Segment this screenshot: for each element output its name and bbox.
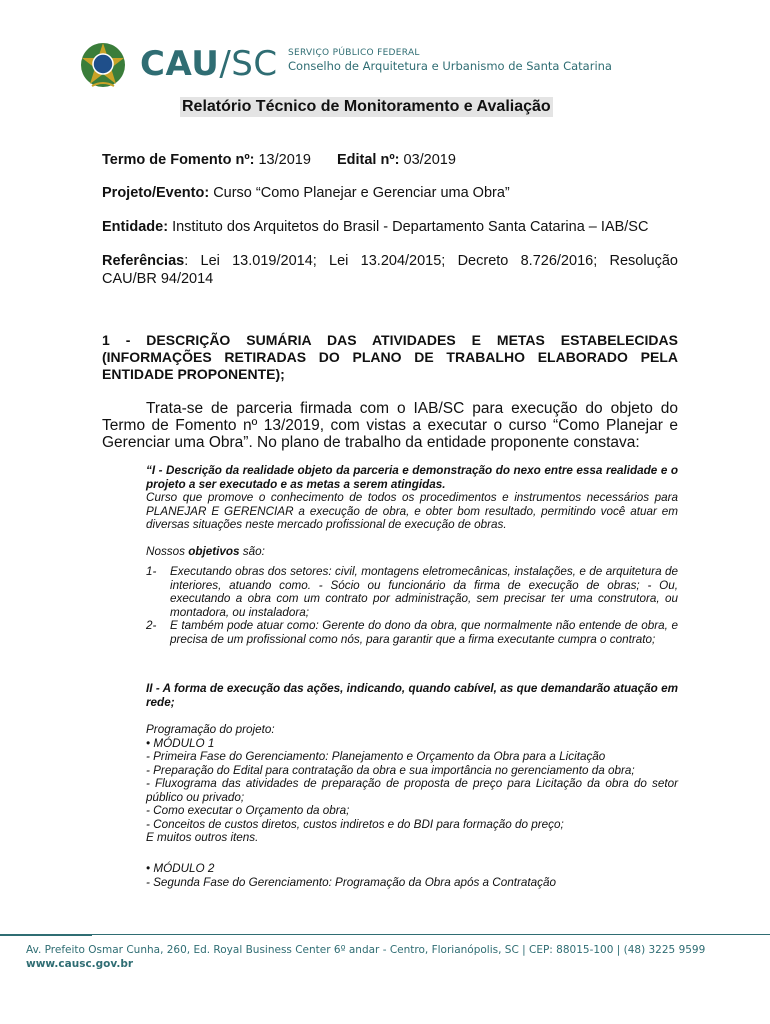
objective-number: 1- xyxy=(146,565,157,578)
projeto-label: Projeto/Evento: xyxy=(102,185,210,201)
programacao-line: - Conceitos de custos diretos, custos indiretos e do BDI para formação do preço; xyxy=(146,817,564,831)
modulo-2-line: - Segunda Fase do Gerenciamento: Programação da Obra após a Contratação xyxy=(146,875,556,889)
footer xyxy=(26,943,705,971)
modulo-2-line: • MÓDULO 2 xyxy=(146,862,215,875)
objective-item xyxy=(146,565,678,619)
quote-heading-2: II - A forma de execução das ações, indicando, quando cabível, as que demandarão atuação em rede; xyxy=(146,682,678,709)
objective-text: Executando obras dos setores: civil, montagens eletromecânicas, instalações, e de arquitetura de interiores, atuando como. - Sócio ou funcionário da firma de execução de obras; - Ou, executando a obra com um contrato por administração, sem precisar ter uma construtora, ou montadora, ou instaladora; xyxy=(170,565,678,619)
programacao-line: Programação do projeto: xyxy=(146,723,275,736)
footer-divider xyxy=(92,934,770,935)
cau-sc-logo: CAU/SC xyxy=(140,44,278,84)
edital-value: 03/2019 xyxy=(403,152,456,168)
programacao-line: E muitos outros itens. xyxy=(146,831,259,844)
referencias-line xyxy=(102,252,678,288)
quote-block-part2 xyxy=(146,682,678,709)
entidade-value: Instituto dos Arquitetos do Brasil - Departamento Santa Catarina – IAB/SC xyxy=(172,219,649,235)
programacao-line: • MÓDULO 1 xyxy=(146,736,215,750)
objetivos-line: Nossos objetivos são: xyxy=(146,544,265,558)
org-line-1: SERVIÇO PÚBLICO FEDERAL xyxy=(288,48,420,58)
referencias-label: Referências xyxy=(102,253,185,269)
termo-label: Termo de Fomento nº: xyxy=(102,152,255,168)
termo-value: 13/2019 xyxy=(258,152,311,168)
entidade-label: Entidade: xyxy=(102,219,169,235)
edital-label: Edital nº: xyxy=(336,152,400,168)
projeto-line xyxy=(102,184,678,202)
brazil-coat-of-arms-icon xyxy=(78,40,128,90)
quote-heading-1: “I - Descrição da realidade objeto da parceria e demonstração do nexo entre essa realidade e o projeto a ser executado e as metas a serem atingidas. xyxy=(146,464,678,491)
programacao-line: - Fluxograma das atividades de preparação de proposta de preço para Licitação da obra do setor público ou privado; xyxy=(146,777,678,804)
objective-text: E também pode atuar como: Gerente do dono da obra, que normalmente não entende de obra, e precisa de um profissional como nós, para garantir que a firma executante cumpra o contrato; xyxy=(170,619,678,646)
letterhead xyxy=(78,40,638,92)
projeto-value: Curso “Como Planejar e Gerenciar uma Obra” xyxy=(213,185,510,201)
organization-name xyxy=(288,48,612,73)
footer-address: Av. Prefeito Osmar Cunha, 260, Ed. Royal Business Center 6º andar - Centro, Florianópolis, SC | CEP: 88015-100 | (48) 3225 9599 xyxy=(26,944,706,956)
programacao-line: - Preparação do Edital para contratação da obra e sua importância no gerenciamento da obra; xyxy=(146,763,635,777)
programacao-line: - Como executar o Orçamento da obra; xyxy=(146,804,350,817)
termo-line xyxy=(102,151,678,169)
quote-block-part1 xyxy=(146,464,678,646)
objective-item xyxy=(146,619,678,646)
referencias-value: : Lei 13.019/2014; Lei 13.204/2015; Decreto 8.726/2016; Resolução CAU/BR 94/2014 xyxy=(102,253,678,287)
programacao-line: - Primeira Fase do Gerenciamento: Planejamento e Orçamento da Obra para a Licitação xyxy=(146,750,606,763)
intro-text: Trata-se de parceria firmada com o IAB/SC para execução do objeto do Termo de Fomento nº 13/2019, com vistas a executar o curso “Como Planejar e Gerenciar uma Obra”. No plano de trabalho da entidade proponente constava: xyxy=(102,400,678,451)
intro-paragraph xyxy=(102,400,678,451)
footer-website-link[interactable]: www.causc.gov.br xyxy=(26,958,134,970)
page-title: Relatório Técnico de Monitoramento e Avaliação xyxy=(182,98,551,115)
objective-number: 2- xyxy=(146,619,157,632)
section-1-title: 1 - DESCRIÇÃO SUMÁRIA DAS ATIVIDADES E METAS ESTABELECIDAS (INFORMAÇÕES RETIRADAS DO PLANO DE TRABALHO ELABORADO PELA ENTIDADE PROPONENTE); xyxy=(102,332,678,382)
entidade-line xyxy=(102,218,678,236)
org-line-2: Conselho de Arquitetura e Urbanismo de Santa Catarina xyxy=(288,59,612,73)
quote-paragraph-1: Curso que promove o conhecimento de todos os procedimentos e instrumentos necessários para PLANEJAR E GERENCIAR a execução de obra, e obter bom resultado, permitindo você atuar em diversas situações neste mercado profissional de execução de obras. xyxy=(146,491,678,531)
footer-accent-line xyxy=(0,934,92,936)
programacao-block xyxy=(146,723,678,845)
modulo-2-block xyxy=(146,862,678,889)
